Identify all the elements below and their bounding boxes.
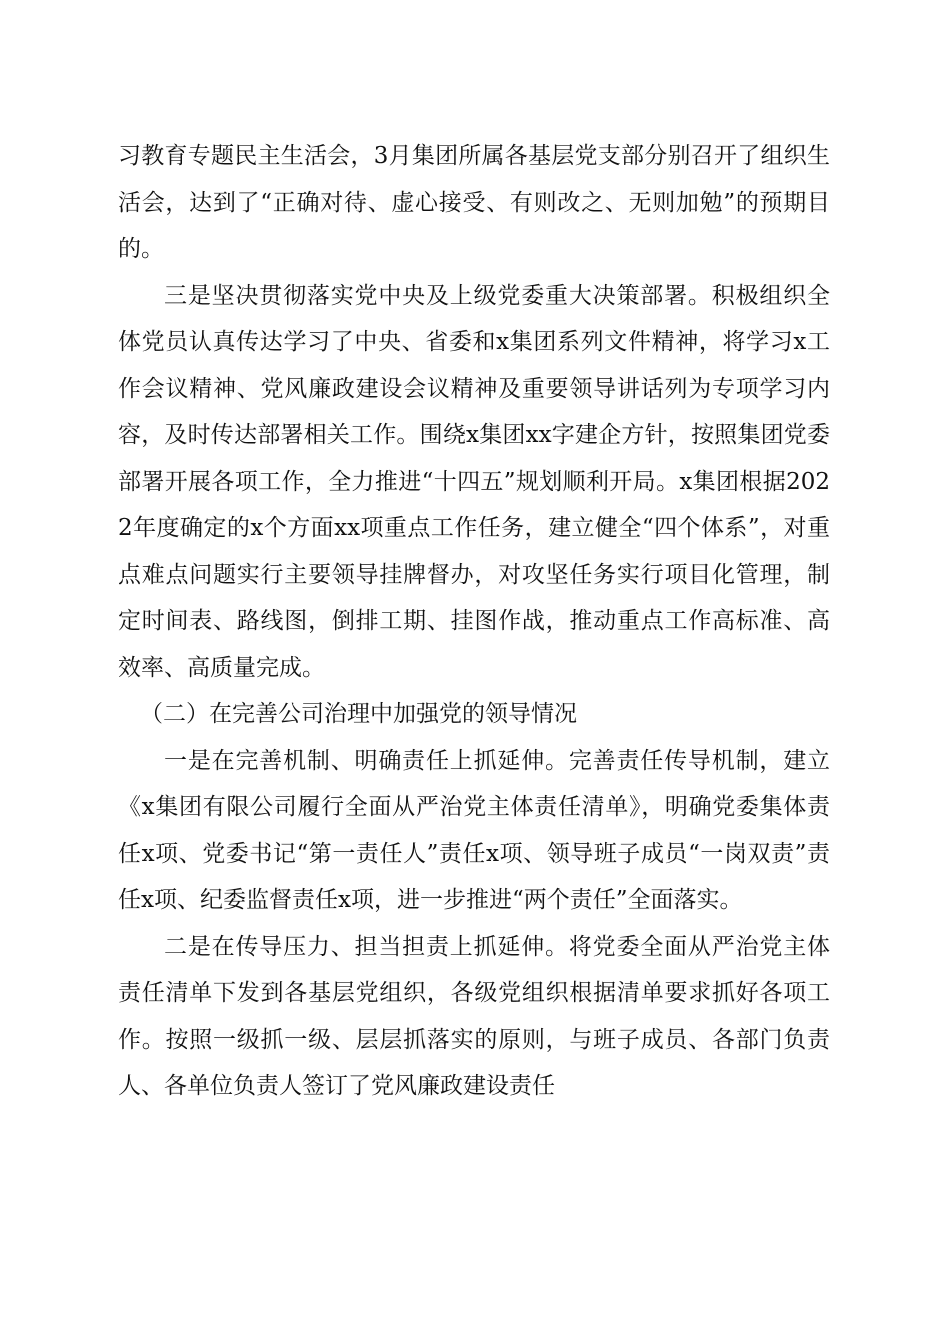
paragraph-item-two — [118, 924, 830, 1110]
paragraph-body: 完善责任传导机制，建立《x集团有限公司履行全面从严治党主体责任清单》，明确党委集体责任x项、党委书记“第一责任人”责任x项、领导班子成员“一岗双责”责任x项、纪委监督责任x项，进一步推进“两个责任”全面落实。 — [118, 747, 831, 913]
paragraph-continuation — [118, 133, 830, 273]
paragraph-body: 将党委全面从严治党主体责任清单下发到各基层党组织，各级党组织根据清单要求抓好各项工作。按照一级抓一级、层层抓落实的原则，与班子成员、各部门负责人、各单位负责人签订了党风廉政建设责任 — [118, 933, 831, 1099]
section-heading — [118, 691, 830, 738]
paragraph-body: 习教育专题民主生活会，3月集团所属各基层党支部分别召开了组织生活会，达到了“正确对待、虚心接受、有则改之、无则加勉”的预期目的。 — [118, 143, 830, 262]
paragraph-body: 积极组织全体党员认真传达学习了中央、省委和x集团系列文件精神，将学习x工作会议精神、党风廉政建设会议精神及重要领导讲话列为专项学习内容，及时传达部署相关工作。围绕x集团xx字建企方针，按照集团党委部署开展各项工作，全力推进“十四五”规划顺利开局。x集团根据2022年度确定的x个方面xx项重点工作任务，建立健全“四个体系”，对重点难点问题实行主要领导挂牌督办，对攻坚任务实行项目化管理，制定时间表、路线图，倒排工期、挂图作战，推动重点工作高标准、高效率、高质量完成。 — [118, 282, 831, 681]
paragraph-item-three — [118, 273, 830, 692]
section-heading-text: （二）在完善公司治理中加强党的领导情况 — [140, 701, 577, 727]
paragraph-lead: 三是坚决贯彻落实党中央及上级党委重大决策部署。 — [164, 282, 712, 309]
document-page — [118, 133, 830, 1110]
paragraph-item-one — [118, 738, 830, 924]
paragraph-lead: 一是在完善机制、明确责任上抓延伸。 — [164, 747, 569, 774]
paragraph-lead: 二是在传导压力、担当担责上抓延伸。 — [164, 933, 569, 960]
